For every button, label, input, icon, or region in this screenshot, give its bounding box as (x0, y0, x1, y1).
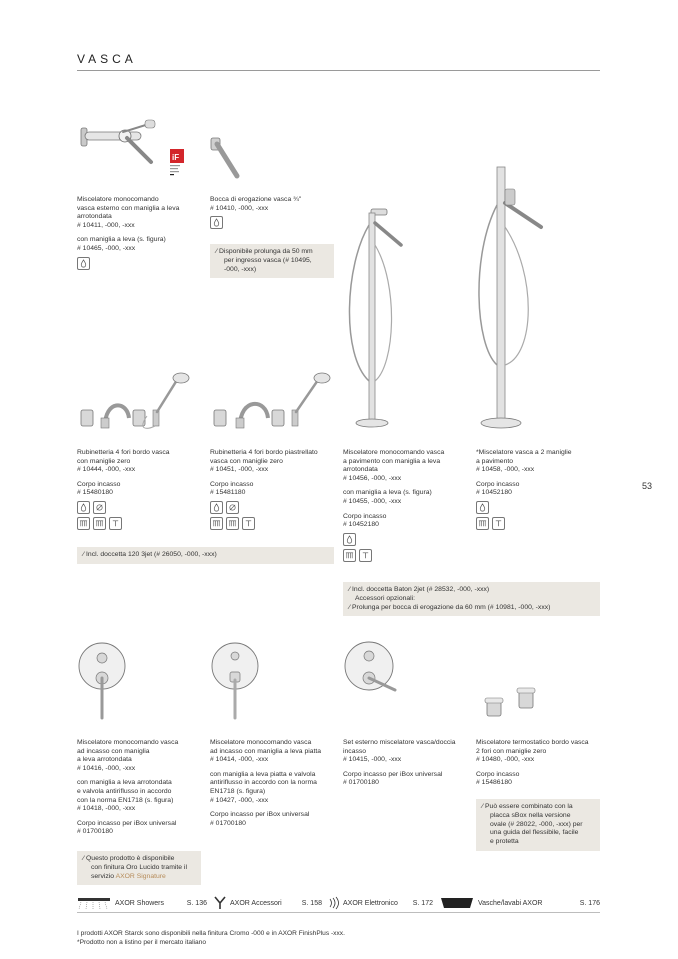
nav-vasche-lavabi[interactable]: Vasche/lavabi AXOR S. 176 (440, 896, 600, 910)
page-number: 53 (642, 481, 653, 491)
product-10416: Miscelatore monocomando vasca ad incasso con maniglia a leva arrotondata # 10416, -000, -xxx con maniglia a leva arrotondata e valvola antiriflusso in accordo con la norma EN1718 (s. figura) # 10418, -000, -xxx Corpo incasso per iBox universal # 01700180 (77, 739, 179, 836)
water-drop-icon (343, 533, 356, 546)
product-image-concealed-set-bath-shower (343, 636, 399, 706)
t-installation-icon (492, 517, 505, 530)
hand-shower-icon (226, 501, 239, 514)
product-10444: Rubinetteria 4 fori bordo vasca con maniglie zero # 10444, -000, -xxx Corpo incasso # 15480180 (77, 449, 202, 533)
installation-type-icon (77, 517, 90, 530)
product-image-4-hole-tile-mixer (210, 370, 332, 432)
note-hand-shower-120-3jet: ⁄ Incl. doccetta 120 3jet (# 26050, -000, -xxx) (77, 547, 334, 564)
product-10456: Miscelatore monocomando vasca a pavimento con maniglia a leva arrotondata # 10456, -000, -xxx con maniglia a leva (s. figura) # 10455, -000, -xxx Corpo incasso # 10452180 (343, 449, 468, 565)
footer-notes (77, 929, 345, 947)
t-installation-icon (359, 549, 372, 562)
product-10411: Miscelatore monocomando vasca esterno con maniglia a leva arrotondata # 10411, -000, -xxx con maniglia a leva (s. figura) # 10465, -000, -xxx (77, 196, 202, 273)
nav-axor-accessori[interactable]: AXOR Accessori S. 158 (214, 896, 322, 910)
sensor-wave-icon (328, 896, 340, 910)
installation-type-icon (226, 517, 239, 530)
product-image-bath-mixer-exposed (77, 118, 167, 182)
product-10451: Rubinetteria 4 fori bordo piastrellato vasca con maniglie zero # 10451, -000, -xxx Corpo incasso # 15481180 (210, 449, 335, 533)
svg-text:iF: iF (172, 153, 180, 162)
t-installation-icon (109, 517, 122, 530)
shower-head-icon (77, 896, 111, 910)
header-divider (77, 70, 600, 71)
product-image-concealed-mixer-flat-lever (210, 636, 260, 720)
product-10414: Miscelatore monocomando vasca ad incasso con maniglia a leva piatta # 10414, -000, -xxx con maniglia a leva piatta e valvola antiriflusso in accordo con la norma EN1718 (s. figura) # 10427, -000, -xxx Corpo incasso per iBox universal # 01700180 (210, 739, 322, 827)
product-10415: Set esterno miscelatore vasca/doccia incasso # 10415, -000, -xxx Corpo incasso per iBox universal # 01700180 (343, 739, 456, 787)
water-drop-icon (77, 501, 90, 514)
nav-axor-elettronico[interactable]: AXOR Elettronico S. 172 (328, 896, 433, 910)
installation-type-icon (343, 549, 356, 562)
footer-finish-note: I prodotti AXOR Starck sono disponibili nella finitura Cromo -000 e in AXOR FinishPlus -xxx. (77, 930, 345, 937)
product-image-thermostatic-rim-mixer (483, 684, 541, 720)
nav-axor-showers[interactable]: AXOR Showers S. 136 (77, 896, 207, 910)
note-baton-2jet: ⁄ Incl. doccetta Baton 2jet (# 28532, -000, -xxx) Accessori opzionali: ⁄ Prolunga per bocca di erogazione da 60 mm (# 10981, -000, -xxx) (343, 582, 600, 616)
towel-hook-icon (214, 896, 226, 910)
product-image-4-hole-rim-mixer (77, 370, 192, 432)
footer-market-note: *Prodotto non a listino per il mercato italiano (77, 939, 207, 946)
product-10480: Miscelatore termostatico bordo vasca 2 fori con maniglie zero # 10480, -000, -xxx Corpo incasso # 15486180 (476, 739, 589, 787)
installation-type-icon (210, 517, 223, 530)
nav-divider (77, 912, 600, 913)
design-award-logo (170, 149, 184, 177)
product-image-freestanding-mixer-two-handles (475, 165, 549, 431)
note-sbox-combination: ⁄ Può essere combinato con la placca sBox nella versione ovale (# 28022, -000, -xxx) per una guida del flessibile, facile e protetta (476, 799, 600, 851)
water-drop-icon (476, 501, 489, 514)
product-10458: *Miscelatore vasca a 2 maniglie a pavimento # 10458, -000, -xxx Corpo incasso # 10452180 (476, 449, 601, 533)
installation-type-icon (476, 517, 489, 530)
note-extension-50mm: ⁄ Disponibile prolunga da 50 mm per ingresso vasca (# 10495, -000, -xxx) (210, 244, 334, 278)
hand-shower-icon (93, 501, 106, 514)
bathtub-icon (440, 896, 474, 910)
section-title: VASCA (77, 52, 137, 66)
water-drop-icon (210, 501, 223, 514)
product-image-bath-spout (209, 136, 241, 180)
water-drop-icon (77, 257, 90, 270)
axor-signature-link[interactable]: AXOR Signature (115, 872, 166, 880)
installation-type-icon (93, 517, 106, 530)
product-10410: Bocca di erogazione vasca ¾" # 10410, -000, -xxx (210, 196, 335, 232)
note-gold-finish: ⁄ Questo prodotto è disponibile con finitura Oro Lucido tramite il servizio AXOR Signature (77, 851, 201, 885)
t-installation-icon (242, 517, 255, 530)
product-image-concealed-mixer-round-lever (77, 636, 127, 720)
water-drop-icon (210, 216, 223, 229)
product-image-freestanding-mixer-single (345, 205, 405, 431)
